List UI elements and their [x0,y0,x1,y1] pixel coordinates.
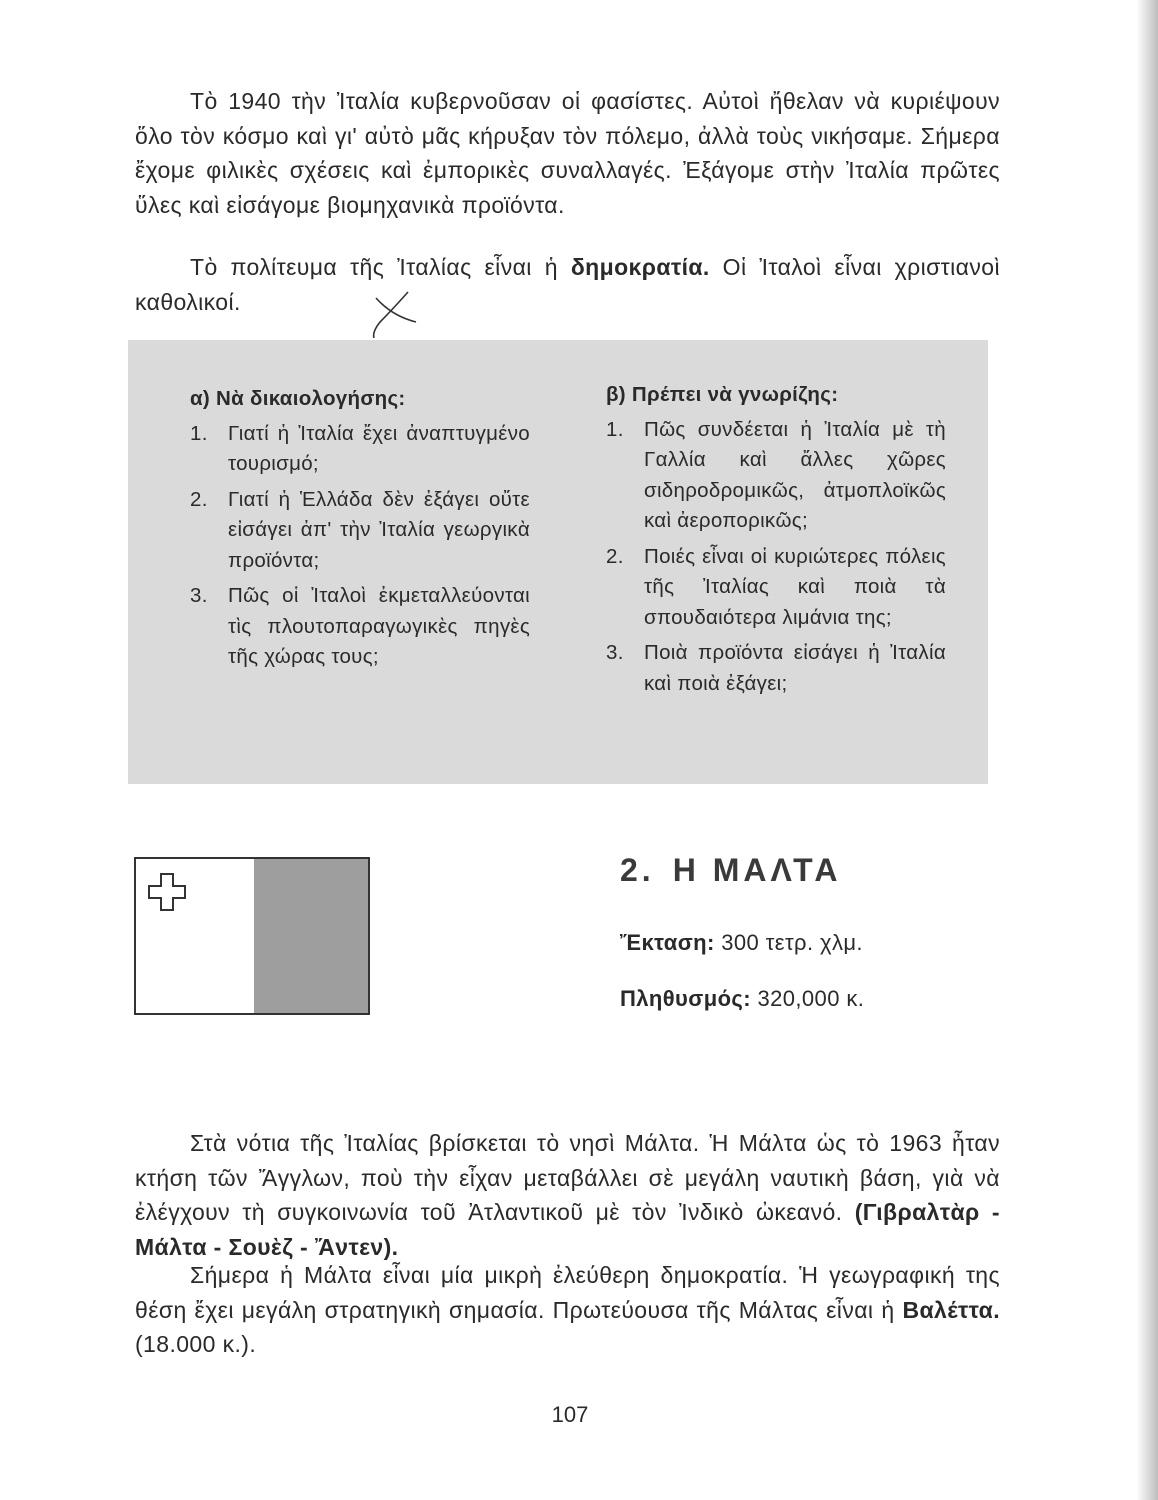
page-number: 107 [551,1402,589,1427]
list-item: 2. Ποιές εἶναι οἱ κυριώτερες πόλεις τῆς Ἰταλίας καὶ ποιὰ τὰ σπουδαιότερα λιμάνια της; [606,544,946,629]
area-fact: Ἔκταση: 300 τετρ. χλμ. [620,930,863,955]
democracy-term: δημοκρατία. [570,254,710,280]
list-item: 2. Γιατί ἡ Ἑλλάδα δὲν ἐξάγει οὔτε εἰσάγει ἀπ' τὴν Ἰταλία γεωργικὰ προϊόντα; [190,487,530,572]
section-b-heading: β) Πρέπει νὰ γνωρίζης: [606,383,839,406]
section-a-heading: α) Νὰ δικαιολογήσης: [190,387,406,410]
section-a-list [190,419,530,673]
page-edge-shadow [1136,0,1158,1500]
intro-paragraph-2: Τὸ πολίτευμα τῆς Ἰταλίας εἶναι ἡ δημοκρατία. Οἱ Ἰταλοὶ εἶναι χριστιανοὶ καθολικοί. [135,254,1000,315]
list-item: 3. Πῶς οἱ Ἰταλοὶ ἐκμεταλλεύονται τὶς πλουτοπαραγωγικὲς πηγὲς τῆς χώρας τους; [190,584,530,668]
route-text: (Γιβραλτὰρ - Μάλτα - Σουὲζ - Ἄντεν). [135,1199,1000,1260]
handwritten-mark [362,278,420,338]
questions-section-b [606,380,946,704]
section-b-list [606,415,946,700]
malta-paragraph-1: Στὰ νότια τῆς Ἰταλίας βρίσκεται τὸ νησὶ Μάλτα. Ἡ Μάλτα ὡς τὸ 1963 ἦταν κτήση τῶν Ἄγγλων, ποὺ τὴν εἶχαν μεταβάλλει σὲ μεγάλη ναυτικὴ βάση, γιὰ νὰ ἐλέγχουν τὴ συγκοινωνία τοῦ Ἀτλαντικοῦ μὲ τὸν Ἰνδικὸ ὠκεανό. (Γιβραλτὰρ - Μάλτα - Σουὲζ - Ἄντεν). [135,1130,1000,1260]
flag-red-band [254,859,368,1013]
list-item: 1. Πῶς συνδέεται ἡ Ἰταλία μὲ τὴ Γαλλία καὶ ἄλλες χῶρες σιδηροδρομικῶς, ἀτμοπλοϊκῶς καὶ ἀεροπορικῶς; [606,417,946,532]
questions-box [128,340,988,784]
george-cross-icon [146,871,188,913]
section-title: 2. Η ΜΑΛΤΑ [620,852,842,888]
population-fact: Πληθυσμός: 320,000 κ. [620,986,865,1011]
capital-name: Βαλέττα. [902,1296,1000,1323]
malta-paragraph-2: Σήμερα ἡ Μάλτα εἶναι μία μικρὴ ἐλεύθερη δημοκρατία. Ἡ γεωγραφική της θέση ἔχει μεγάλη στρατηγικὴ σημασία. Πρωτεύουσα τῆς Μάλτας εἶναι ἡ Βαλέττα. (18.000 κ.). [135,1262,1000,1357]
list-item: 1. Γιατί ἡ Ἰταλία ἔχει ἀναπτυγμένο τουρισμό; [190,421,530,475]
questions-section-a [190,384,530,678]
list-item: 3. Ποιὰ προϊόντα εἰσάγει ἡ Ἰταλία καὶ ποιὰ ἐξάγει; [606,641,946,695]
malta-flag [134,857,370,1015]
intro-paragraph-1: Τὸ 1940 τὴν Ἰταλία κυβερνοῦσαν οἱ φασίστες. Αὐτοὶ ἤθελαν νὰ κυριέψουν ὅλο τὸν κόσμο καὶ γι' αὐτὸ μᾶς κήρυξαν τὸν πόλεμο, ἀλλὰ τοὺς νικήσαμε. Σήμερα ἔχομε φιλικὲς σχέσεις καὶ ἐμπορικὲς συναλλαγές. Ἐξάγομε στὴν Ἰταλία πρῶτες ὕλες καὶ εἰσάγομε βιομηχανικὰ προϊόντα. [135,88,1000,218]
